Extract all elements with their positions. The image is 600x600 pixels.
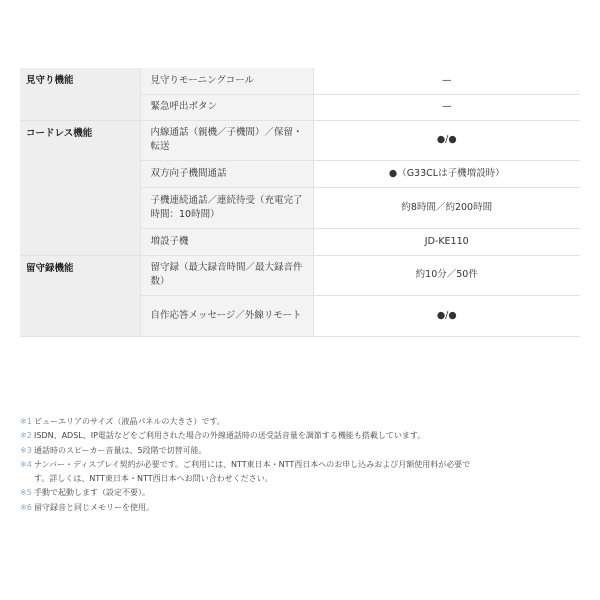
- footnote-mark: ※1: [20, 417, 32, 426]
- footnote-text: 手動で起動します（設定不要）。: [34, 488, 150, 498]
- footnotes: [20, 415, 580, 515]
- footnote: [20, 501, 580, 515]
- footnote-mark: ※5: [20, 488, 32, 498]
- spec-table: [20, 68, 580, 337]
- value-cell: 約8時間／約200時間: [313, 187, 580, 228]
- footnote: [20, 444, 580, 458]
- feature-cell: 子機連続通話／連続待受（充電完了時間：10時間）: [140, 187, 313, 228]
- table-row: [20, 120, 580, 160]
- category-cell: コードレス機能: [20, 120, 140, 255]
- value-cell: ●/●: [313, 295, 580, 336]
- category-cell: 留守録機能: [20, 255, 140, 336]
- feature-cell: 緊急呼出ボタン: [140, 94, 313, 120]
- table-row: [20, 68, 580, 94]
- footnote-mark: ※4: [20, 459, 32, 469]
- footnote-mark: ※2: [20, 431, 32, 441]
- value-cell: JD-KE110: [313, 228, 580, 255]
- footnote-text: す。詳しくは、NTT東日本・NTT西日本へお問い合わせください。: [34, 474, 273, 484]
- footnote-text: ISDN、ADSL、IP電話などをご利用された場合の外線通話時の送受話音量を調節する機能も搭載しています。: [34, 431, 426, 441]
- footnote-text: ビューエリアのサイズ（液晶パネルの大きさ）です。: [34, 417, 225, 426]
- value-cell: 約10分／50件: [313, 255, 580, 295]
- feature-cell: 内線通話（親機／子機間）／保留・転送: [140, 120, 313, 160]
- table-row: [20, 255, 580, 295]
- footnote: [20, 415, 580, 429]
- value-cell: ●/●: [313, 120, 580, 160]
- footnote-text: 通話時のスピーカー音量は、5段階で切替可能。: [34, 445, 207, 455]
- footnote-mark: ※3: [20, 445, 32, 455]
- feature-cell: 留守録（最大録音時間／最大録音件数）: [140, 255, 313, 295]
- footnote-text: 留守録音と同じメモリーを使用。: [34, 502, 154, 512]
- feature-cell: 増設子機: [140, 228, 313, 255]
- footnote-text: ナンバー・ディスプレイ契約が必要です。ご利用には、NTT東日本・NTT西日本へのお申し込みおよび月額使用料が必要で: [34, 459, 471, 469]
- footnote: [20, 472, 580, 486]
- feature-cell: 自作応答メッセージ／外線リモート: [140, 295, 313, 336]
- feature-cell: 見守りモーニングコール: [140, 68, 313, 94]
- value-cell: ●（G33CLは子機増設時）: [313, 160, 580, 187]
- footnote: [20, 486, 580, 500]
- value-cell: —: [313, 94, 580, 120]
- footnote: [20, 458, 580, 472]
- category-cell: 見守り機能: [20, 68, 140, 120]
- footnote: [20, 429, 580, 443]
- footnote-mark: ※6: [20, 502, 32, 512]
- value-cell: —: [313, 68, 580, 94]
- feature-cell: 双方向子機間通話: [140, 160, 313, 187]
- footnote-mark: [20, 472, 34, 486]
